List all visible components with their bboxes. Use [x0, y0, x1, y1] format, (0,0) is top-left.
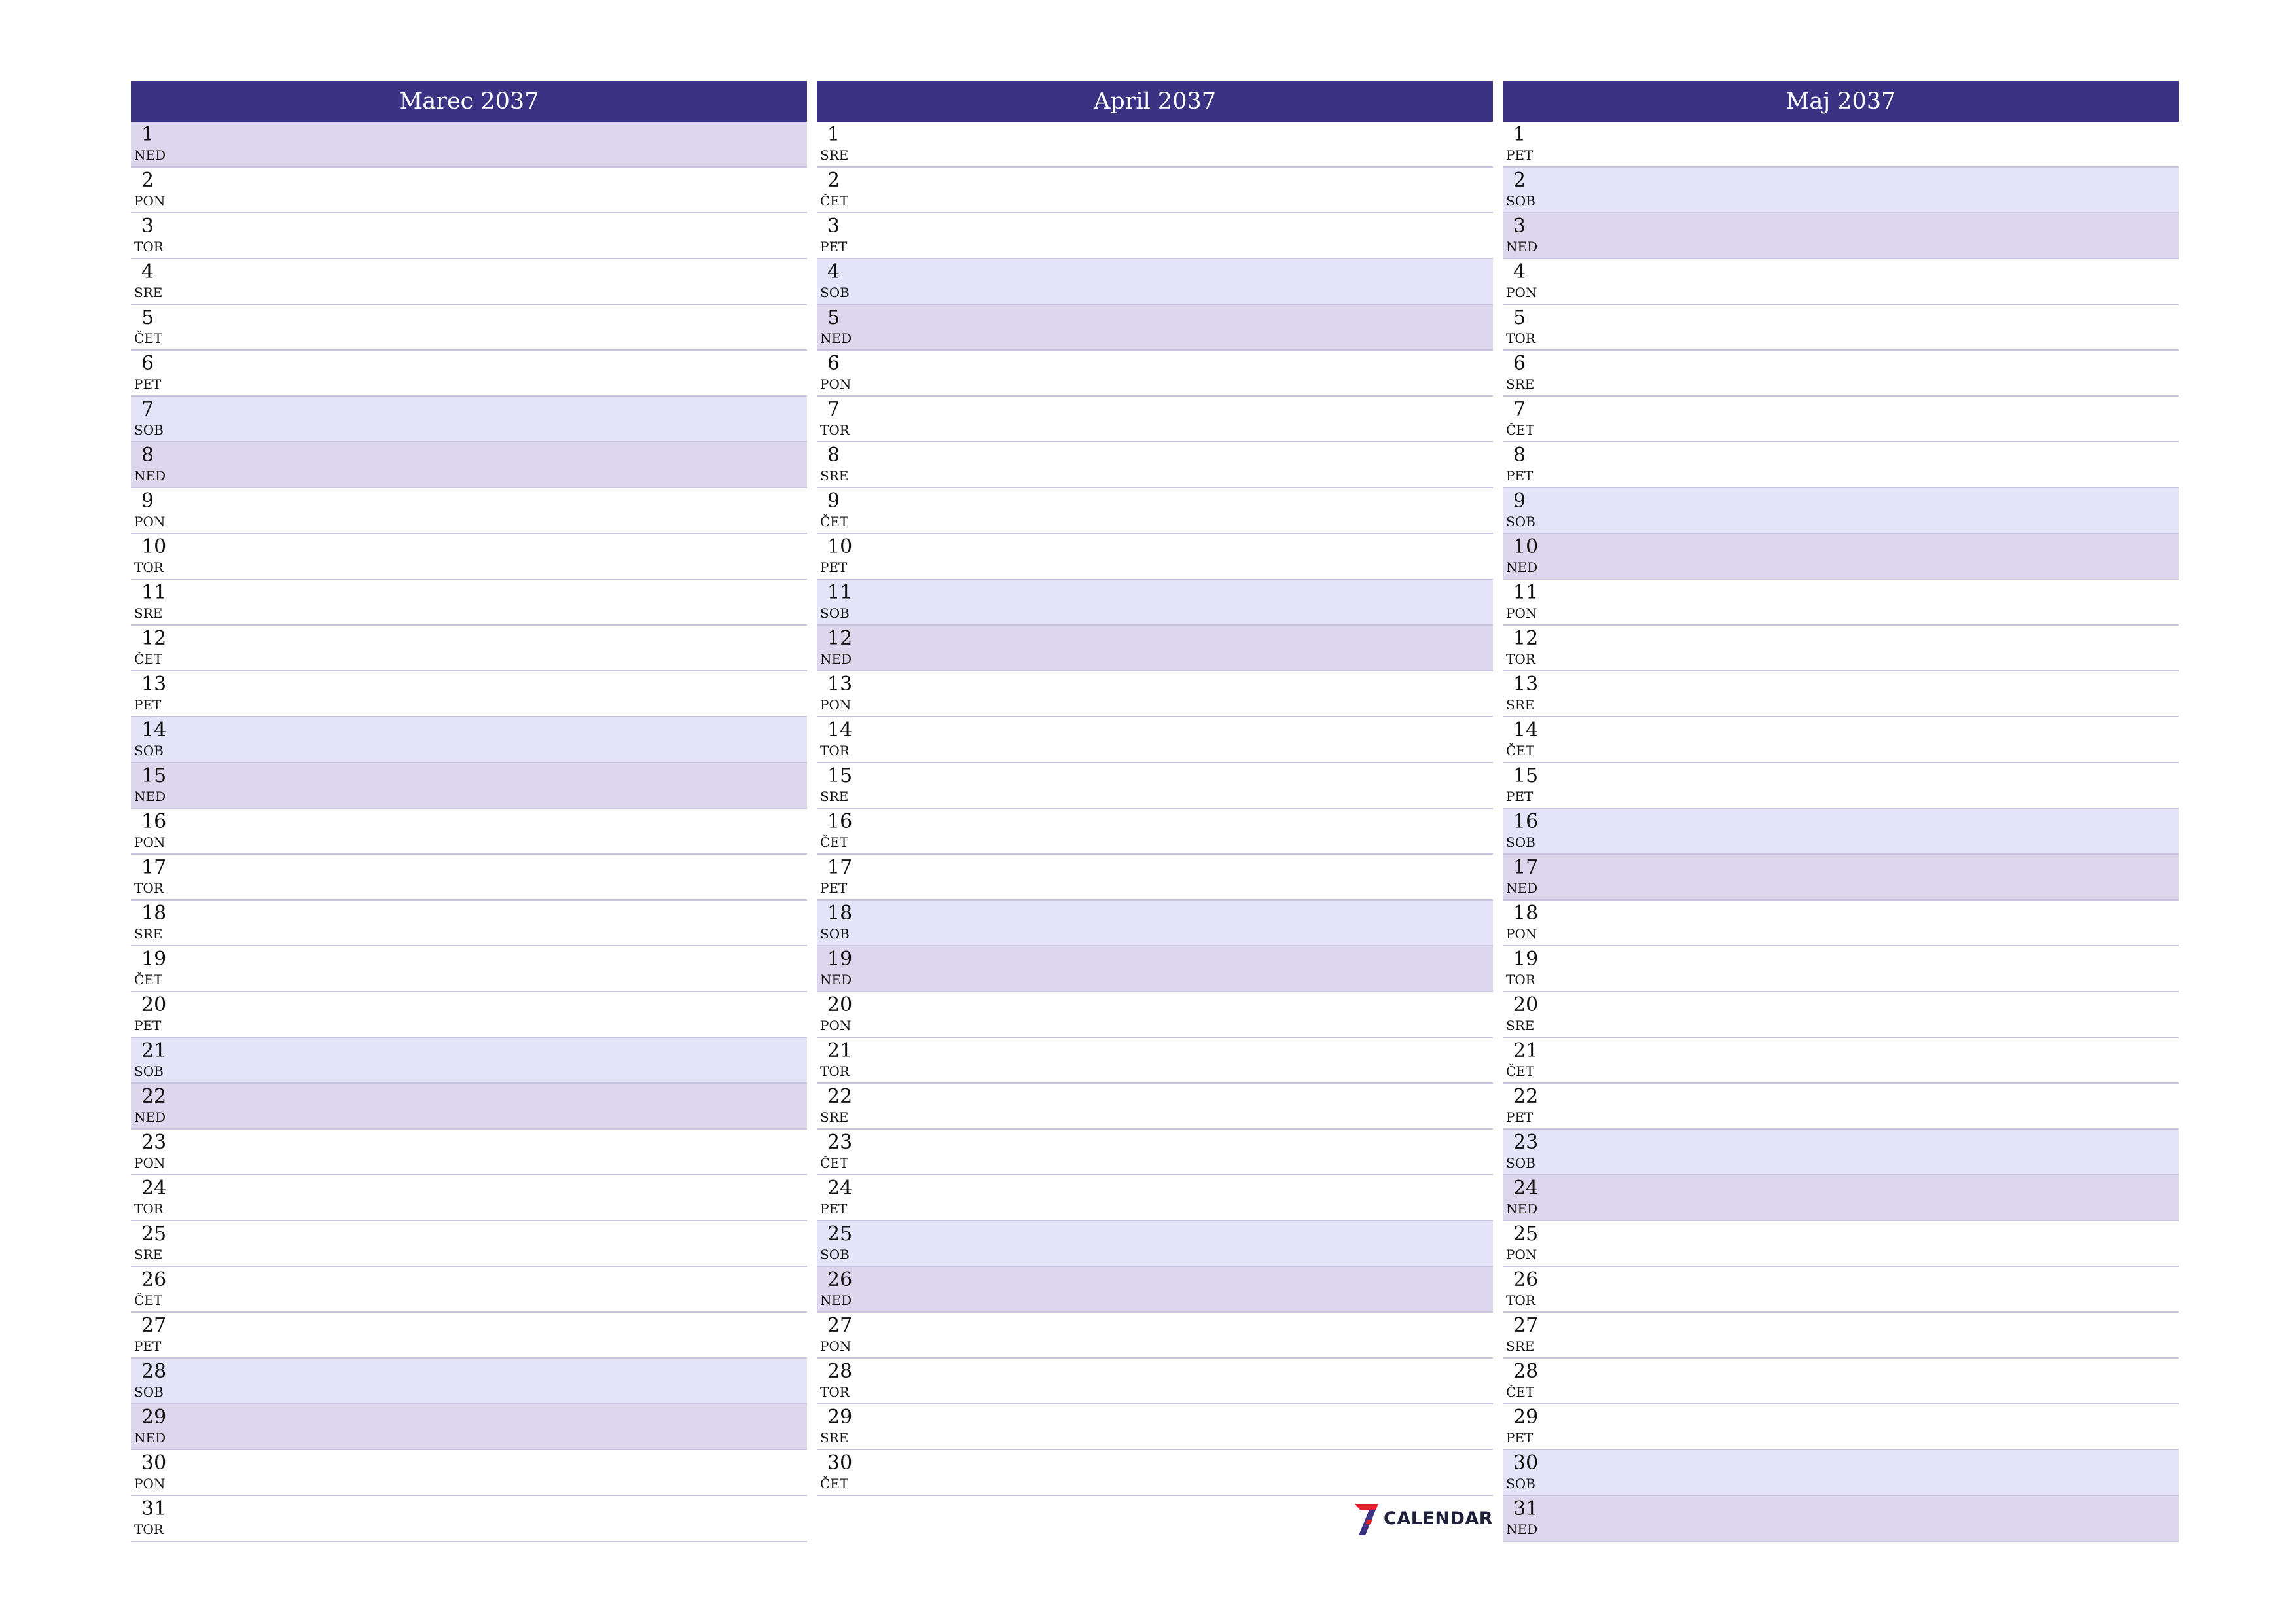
day-number: 30 [827, 1452, 853, 1474]
day-row [1503, 1313, 2179, 1359]
day-number: 24 [827, 1177, 853, 1200]
day-name: PET [820, 560, 848, 575]
day-row [817, 1175, 1493, 1221]
day-name: SRE [820, 1109, 849, 1125]
day-row [1503, 946, 2179, 992]
day-number: 1 [1513, 123, 1526, 146]
day-number: 3 [1513, 215, 1526, 238]
day-name: PON [820, 697, 852, 713]
day-row [131, 259, 807, 305]
day-number: 6 [141, 352, 154, 375]
day-name: SOB [1506, 1476, 1535, 1491]
day-name: PON [134, 1476, 166, 1491]
day-number: 11 [141, 581, 167, 604]
day-name: NED [1506, 1522, 1538, 1537]
day-name: TOR [1506, 1293, 1535, 1308]
day-row [817, 946, 1493, 992]
day-row [1503, 213, 2179, 259]
day-row [1503, 122, 2179, 168]
day-row [131, 901, 807, 946]
day-number: 25 [1513, 1222, 1539, 1245]
day-row [817, 1267, 1493, 1313]
day-name: SRE [134, 605, 163, 621]
day-row [1503, 1496, 2179, 1542]
day-row [131, 534, 807, 580]
day-list [817, 122, 1493, 1496]
day-number: 21 [827, 1039, 853, 1062]
day-name: TOR [134, 239, 164, 255]
day-row [131, 1267, 807, 1313]
day-name: PET [1506, 789, 1534, 804]
day-number: 15 [827, 764, 853, 787]
day-name: NED [134, 1109, 166, 1125]
day-row [1503, 1359, 2179, 1404]
day-row [131, 671, 807, 717]
day-name: PON [1506, 605, 1537, 621]
day-row [817, 351, 1493, 397]
day-number: 12 [1513, 627, 1539, 650]
day-name: SRE [1506, 376, 1535, 392]
month-header: April 2037 [817, 81, 1493, 122]
day-number: 20 [1513, 993, 1539, 1016]
day-name: ČET [1506, 1063, 1535, 1079]
day-name: SRE [820, 147, 849, 163]
day-number: 10 [1513, 535, 1539, 558]
day-row [131, 809, 807, 855]
day-name: ČET [820, 834, 849, 850]
day-row [131, 626, 807, 671]
day-row [817, 442, 1493, 488]
day-row [1503, 717, 2179, 763]
day-row [131, 1404, 807, 1450]
month-column-april [817, 81, 1493, 1496]
day-row [131, 1221, 807, 1267]
day-row [817, 1130, 1493, 1175]
day-number: 5 [141, 306, 154, 329]
day-number: 22 [1513, 1085, 1539, 1108]
day-name: SRE [820, 468, 849, 484]
day-name: ČET [820, 1155, 849, 1171]
day-number: 25 [827, 1222, 853, 1245]
day-number: 24 [141, 1177, 167, 1200]
day-name: PET [134, 697, 162, 713]
day-name: PON [820, 1338, 852, 1354]
day-name: PON [134, 834, 166, 850]
day-number: 7 [1513, 398, 1526, 421]
day-row [1503, 855, 2179, 901]
day-name: NED [820, 330, 852, 346]
day-number: 17 [827, 856, 853, 879]
day-name: TOR [134, 1522, 164, 1537]
day-name: ČET [1506, 1384, 1535, 1400]
day-row [1503, 763, 2179, 809]
day-name: PON [1506, 926, 1537, 942]
day-row [1503, 1130, 2179, 1175]
day-row [817, 626, 1493, 671]
day-row [131, 488, 807, 534]
day-name: PON [820, 376, 852, 392]
day-number: 21 [1513, 1039, 1539, 1062]
day-name: SOB [1506, 834, 1535, 850]
day-row [131, 1130, 807, 1175]
day-number: 26 [1513, 1268, 1539, 1291]
day-name: SRE [134, 926, 163, 942]
day-row [131, 397, 807, 442]
day-name: NED [820, 1293, 852, 1308]
day-number: 14 [827, 719, 853, 741]
day-number: 5 [1513, 306, 1526, 329]
day-number: 26 [141, 1268, 167, 1291]
day-number: 13 [1513, 673, 1539, 696]
day-number: 30 [1513, 1452, 1539, 1474]
day-name: NED [1506, 239, 1538, 255]
day-number: 12 [827, 627, 853, 650]
day-name: SOB [820, 926, 850, 942]
day-number: 6 [1513, 352, 1526, 375]
day-name: ČET [134, 1293, 163, 1308]
day-number: 23 [827, 1131, 853, 1154]
day-row [1503, 351, 2179, 397]
day-row [131, 1450, 807, 1496]
day-row [131, 1175, 807, 1221]
day-number: 4 [827, 260, 840, 283]
day-number: 12 [141, 627, 167, 650]
day-number: 2 [827, 169, 840, 192]
day-number: 19 [1513, 948, 1539, 971]
day-name: PET [134, 1338, 162, 1354]
day-name: PET [820, 239, 848, 255]
day-row [131, 213, 807, 259]
month-column-may [1503, 81, 2179, 1542]
day-name: ČET [134, 651, 163, 667]
day-row [817, 1084, 1493, 1130]
day-number: 22 [141, 1085, 167, 1108]
day-name: TOR [820, 422, 850, 438]
day-name: SOB [1506, 514, 1535, 529]
day-number: 17 [1513, 856, 1539, 879]
day-name: SOB [134, 1063, 164, 1079]
day-number: 6 [827, 352, 840, 375]
day-name: ČET [820, 1476, 849, 1491]
month-header: Maj 2037 [1503, 81, 2179, 122]
day-row [1503, 1038, 2179, 1084]
day-row [131, 168, 807, 213]
day-name: TOR [134, 560, 164, 575]
day-number: 15 [1513, 764, 1539, 787]
day-row [817, 1450, 1493, 1496]
day-number: 16 [141, 810, 167, 833]
day-number: 4 [1513, 260, 1526, 283]
day-number: 18 [827, 902, 853, 925]
day-name: PON [1506, 285, 1537, 300]
day-row [1503, 580, 2179, 626]
day-number: 1 [141, 123, 154, 146]
day-number: 9 [1513, 490, 1526, 512]
day-row [817, 213, 1493, 259]
day-number: 8 [1513, 444, 1526, 467]
day-name: SOB [820, 605, 850, 621]
day-name: PET [820, 880, 848, 896]
day-number: 29 [141, 1406, 167, 1429]
day-row [1503, 626, 2179, 671]
day-name: TOR [1506, 972, 1535, 988]
day-number: 11 [1513, 581, 1539, 604]
day-name: SRE [1506, 1018, 1535, 1033]
day-name: SOB [820, 285, 850, 300]
day-row [131, 351, 807, 397]
day-name: NED [134, 789, 166, 804]
day-number: 8 [827, 444, 840, 467]
day-name: ČET [134, 330, 163, 346]
day-name: NED [1506, 880, 1538, 896]
day-number: 21 [141, 1039, 167, 1062]
day-name: NED [134, 468, 166, 484]
calendar-logo [1352, 1501, 1494, 1538]
day-list [1503, 122, 2179, 1542]
day-row [817, 1038, 1493, 1084]
day-number: 20 [141, 993, 167, 1016]
day-row [131, 992, 807, 1038]
month-header: Marec 2037 [131, 81, 807, 122]
day-row [131, 855, 807, 901]
day-number: 23 [141, 1131, 167, 1154]
day-number: 16 [1513, 810, 1539, 833]
day-number: 31 [141, 1497, 167, 1520]
day-number: 16 [827, 810, 853, 833]
day-number: 13 [827, 673, 853, 696]
day-number: 26 [827, 1268, 853, 1291]
day-name: SRE [820, 789, 849, 804]
day-number: 31 [1513, 1497, 1539, 1520]
day-row [1503, 397, 2179, 442]
day-row [131, 1313, 807, 1359]
day-name: SOB [134, 1384, 164, 1400]
day-row [817, 488, 1493, 534]
day-name: SOB [134, 743, 164, 758]
day-name: NED [1506, 1201, 1538, 1217]
day-row [817, 992, 1493, 1038]
day-name: PET [1506, 468, 1534, 484]
day-number: 28 [141, 1360, 167, 1383]
day-row [131, 122, 807, 168]
day-name: PON [134, 193, 166, 209]
day-name: TOR [820, 743, 850, 758]
day-number: 19 [141, 948, 167, 971]
day-row [1503, 1221, 2179, 1267]
day-row [817, 671, 1493, 717]
day-row [131, 1359, 807, 1404]
day-number: 7 [141, 398, 154, 421]
day-row [1503, 1450, 2179, 1496]
day-row [817, 168, 1493, 213]
day-number: 25 [141, 1222, 167, 1245]
day-row [817, 1221, 1493, 1267]
day-name: SOB [134, 422, 164, 438]
day-name: SRE [134, 285, 163, 300]
day-name: PET [134, 1018, 162, 1033]
day-name: NED [820, 651, 852, 667]
day-row [131, 305, 807, 351]
day-name: SOB [1506, 1155, 1535, 1171]
day-number: 14 [1513, 719, 1539, 741]
day-row [131, 580, 807, 626]
day-number: 20 [827, 993, 853, 1016]
day-row [1503, 442, 2179, 488]
day-name: SRE [1506, 697, 1535, 713]
month-column-march [131, 81, 807, 1542]
day-name: TOR [820, 1063, 850, 1079]
day-row [1503, 534, 2179, 580]
day-number: 10 [141, 535, 167, 558]
day-name: PET [1506, 1430, 1534, 1446]
day-name: PET [134, 376, 162, 392]
day-name: TOR [1506, 651, 1535, 667]
day-number: 1 [827, 123, 840, 146]
day-number: 18 [141, 902, 167, 925]
day-number: 27 [1513, 1314, 1539, 1337]
day-number: 2 [1513, 169, 1526, 192]
day-name: TOR [820, 1384, 850, 1400]
day-name: PON [1506, 1247, 1537, 1262]
day-number: 3 [827, 215, 840, 238]
day-name: ČET [820, 514, 849, 529]
seven-icon [1352, 1501, 1381, 1538]
day-name: PON [134, 514, 166, 529]
day-row [1503, 1404, 2179, 1450]
day-name: SRE [820, 1430, 849, 1446]
day-name: PET [820, 1201, 848, 1217]
day-number: 30 [141, 1452, 167, 1474]
day-row [1503, 1084, 2179, 1130]
day-row [131, 442, 807, 488]
day-number: 5 [827, 306, 840, 329]
day-name: ČET [1506, 743, 1535, 758]
day-row [817, 397, 1493, 442]
day-row [817, 122, 1493, 168]
day-name: SOB [1506, 193, 1535, 209]
day-name: SRE [1506, 1338, 1535, 1354]
day-row [1503, 259, 2179, 305]
day-row [817, 901, 1493, 946]
day-number: 28 [827, 1360, 853, 1383]
day-name: PET [1506, 147, 1534, 163]
day-row [1503, 809, 2179, 855]
day-number: 22 [827, 1085, 853, 1108]
day-name: NED [1506, 560, 1538, 575]
day-number: 27 [141, 1314, 167, 1337]
day-row [817, 1359, 1493, 1404]
day-row [1503, 305, 2179, 351]
day-number: 18 [1513, 902, 1539, 925]
day-number: 3 [141, 215, 154, 238]
day-name: PET [1506, 1109, 1534, 1125]
day-row [817, 305, 1493, 351]
day-row [1503, 1175, 2179, 1221]
day-row [131, 763, 807, 809]
day-number: 15 [141, 764, 167, 787]
day-row [817, 1313, 1493, 1359]
day-row [817, 259, 1493, 305]
day-row [817, 717, 1493, 763]
day-number: 7 [827, 398, 840, 421]
day-row [131, 717, 807, 763]
day-row [131, 1038, 807, 1084]
day-list [131, 122, 807, 1542]
day-number: 17 [141, 856, 167, 879]
day-row [1503, 1267, 2179, 1313]
logo-text: CALENDAR [1384, 1508, 1494, 1529]
day-row [131, 1496, 807, 1542]
day-row [1503, 671, 2179, 717]
day-name: TOR [134, 1201, 164, 1217]
day-number: 11 [827, 581, 853, 604]
day-number: 9 [827, 490, 840, 512]
day-row [131, 1084, 807, 1130]
day-name: TOR [1506, 330, 1535, 346]
day-row [1503, 901, 2179, 946]
day-name: NED [134, 147, 166, 163]
day-number: 19 [827, 948, 853, 971]
day-name: TOR [134, 880, 164, 896]
day-number: 28 [1513, 1360, 1539, 1383]
day-row [817, 580, 1493, 626]
day-name: PON [134, 1155, 166, 1171]
day-number: 10 [827, 535, 853, 558]
day-number: 27 [827, 1314, 853, 1337]
day-number: 8 [141, 444, 154, 467]
day-name: ČET [820, 193, 849, 209]
day-row [131, 946, 807, 992]
day-number: 9 [141, 490, 154, 512]
day-row [1503, 168, 2179, 213]
day-row [1503, 992, 2179, 1038]
day-number: 23 [1513, 1131, 1539, 1154]
day-number: 2 [141, 169, 154, 192]
day-row [817, 534, 1493, 580]
day-row [1503, 488, 2179, 534]
day-row [817, 809, 1493, 855]
day-row [817, 1404, 1493, 1450]
day-number: 24 [1513, 1177, 1539, 1200]
day-row [817, 855, 1493, 901]
day-number: 29 [1513, 1406, 1539, 1429]
day-number: 4 [141, 260, 154, 283]
day-name: ČET [1506, 422, 1535, 438]
day-number: 14 [141, 719, 167, 741]
day-name: NED [134, 1430, 166, 1446]
day-number: 29 [827, 1406, 853, 1429]
day-name: SRE [134, 1247, 163, 1262]
day-number: 13 [141, 673, 167, 696]
day-name: ČET [134, 972, 163, 988]
day-name: NED [820, 972, 852, 988]
day-name: SOB [820, 1247, 850, 1262]
day-name: PON [820, 1018, 852, 1033]
day-row [817, 763, 1493, 809]
